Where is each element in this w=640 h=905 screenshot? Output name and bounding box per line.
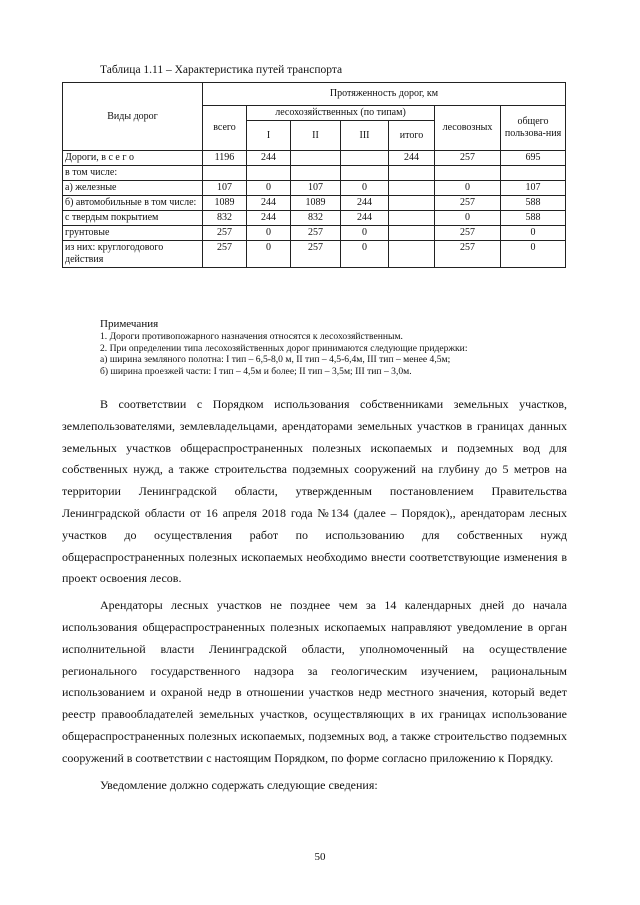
cell-type-1: 0 [247,241,291,268]
row-label: Дороги, в с е г о [63,151,203,166]
table-row [63,211,566,226]
cell-type-3 [341,166,389,181]
cell-logging: 257 [435,241,501,268]
table-row [63,241,566,268]
cell-type-2: 257 [291,226,341,241]
table-notes [100,318,580,377]
header-forestry: лесохозяйственных (по типам) [247,106,435,121]
cell-type-3: 244 [341,196,389,211]
table-row [63,181,566,196]
cell-public: 695 [501,151,566,166]
cell-total: 832 [203,211,247,226]
header-length: Протяженность дорог, км [203,83,566,106]
paragraph: В соответствии с Порядком использования собственниками земельных участков, землепользователями, землевладельцами, арендаторами земельных участков в границах данных земельных участков общераспространенных полезных ископаемых и подземных вод для собственных нужд, а также строительства подземных сооружений на глубину до 5 метров на территории Ленинградской области, утвержденным постановлением Правительства Ленинградской области от 16 апреля 2018 года №134 (далее – Порядок),, арендаторам лесных участков до осуществления работ по использованию для собственных нужд общераспространенных полезных ископаемых необходимо внести соответствующие изменения в проект освоения лесов. [62,397,567,586]
cell-total: 257 [203,241,247,268]
cell-total: 1196 [203,151,247,166]
cell-subtotal: 244 [389,151,435,166]
table-row [63,151,566,166]
cell-public: 588 [501,196,566,211]
cell-type-1: 244 [247,151,291,166]
cell-subtotal [389,196,435,211]
cell-type-1: 244 [247,211,291,226]
row-label: а) железные [63,181,203,196]
note-item: б) ширина проезжей части: I тип – 4,5м и более; II тип – 3,5м; III тип – 3,0м. [100,365,412,377]
cell-logging: 257 [435,226,501,241]
cell-type-2 [291,166,341,181]
cell-public [501,166,566,181]
table-row [63,196,566,211]
cell-logging: 257 [435,196,501,211]
cell-total: 1089 [203,196,247,211]
header-type-3: III [341,121,389,151]
cell-type-3: 0 [341,241,389,268]
cell-logging: 0 [435,211,501,226]
row-label: б) автомобильные в том числе: [63,196,203,211]
cell-type-2: 832 [291,211,341,226]
cell-public: 0 [501,226,566,241]
page-number: 50 [314,851,326,863]
paragraph: Уведомление должно содержать следующие сведения: [100,777,378,792]
table-row [63,226,566,241]
cell-type-3: 0 [341,226,389,241]
note-item: 2. При определении типа лесохозяйственных дорог принимаются следующие придержки: [100,342,468,354]
cell-type-3: 244 [341,211,389,226]
cell-subtotal [389,226,435,241]
cell-type-1 [247,166,291,181]
header-type-1: I [247,121,291,151]
table-title: Таблица 1.11 – Характеристика путей транспорта [100,64,343,76]
note-item: 1. Дороги противопожарного назначения относятся к лесохозяйственным. [100,331,403,342]
row-label: из них: круглогодового действия [63,241,203,268]
notes-title: Примечания [100,318,159,330]
row-label: грунтовые [63,226,203,241]
cell-total [203,166,247,181]
note-item: а) ширина земляного полотна: I тип – 6,5-8,0 м, II тип – 4,5-6,4м, III тип – менее 4,5м; [100,354,451,366]
row-label: с твердым покрытием [63,211,203,226]
cell-type-1: 0 [247,226,291,241]
cell-subtotal [389,211,435,226]
header-logging: лесовозных [435,106,501,151]
cell-public: 0 [501,241,566,268]
table-row [63,166,566,181]
cell-type-2: 1089 [291,196,341,211]
cell-type-1: 0 [247,181,291,196]
cell-subtotal [389,166,435,181]
header-road-types: Виды дорог [63,83,203,151]
cell-public: 588 [501,211,566,226]
header-subtotal: итого [389,121,435,151]
cell-total: 257 [203,226,247,241]
cell-type-2: 107 [291,181,341,196]
cell-type-3: 0 [341,181,389,196]
header-public: общего пользова-ния [501,106,566,151]
paragraph: Арендаторы лесных участков не позднее чем за 14 календарных дней до начала использования общераспространенных полезных ископаемых направляют уведомление в орган исполнительной власти Ленинградской области, уполномоченный на осуществление регионального государственного надзора за геологическим изучением, рациональным использованием и охраной недр в отношении участков недр местного значения, который ведет реестр правообладателей земельных участков, осуществляющих в их границах использование общераспространенных полезных ископаемых, подземных вод, а также строительство подземных сооружений в соответствии с настоящим Порядком, по форме согласно приложению к Порядку. [62,598,567,765]
cell-logging: 257 [435,151,501,166]
cell-public: 107 [501,181,566,196]
body-text [62,394,567,801]
cell-type-3 [341,151,389,166]
roads-table [62,82,566,268]
cell-logging [435,166,501,181]
cell-subtotal [389,181,435,196]
cell-type-1: 244 [247,196,291,211]
cell-logging: 0 [435,181,501,196]
cell-type-2: 257 [291,241,341,268]
cell-type-2 [291,151,341,166]
row-label: в том числе: [63,166,203,181]
header-type-2: II [291,121,341,151]
cell-subtotal [389,241,435,268]
header-total: всего [203,106,247,151]
cell-total: 107 [203,181,247,196]
